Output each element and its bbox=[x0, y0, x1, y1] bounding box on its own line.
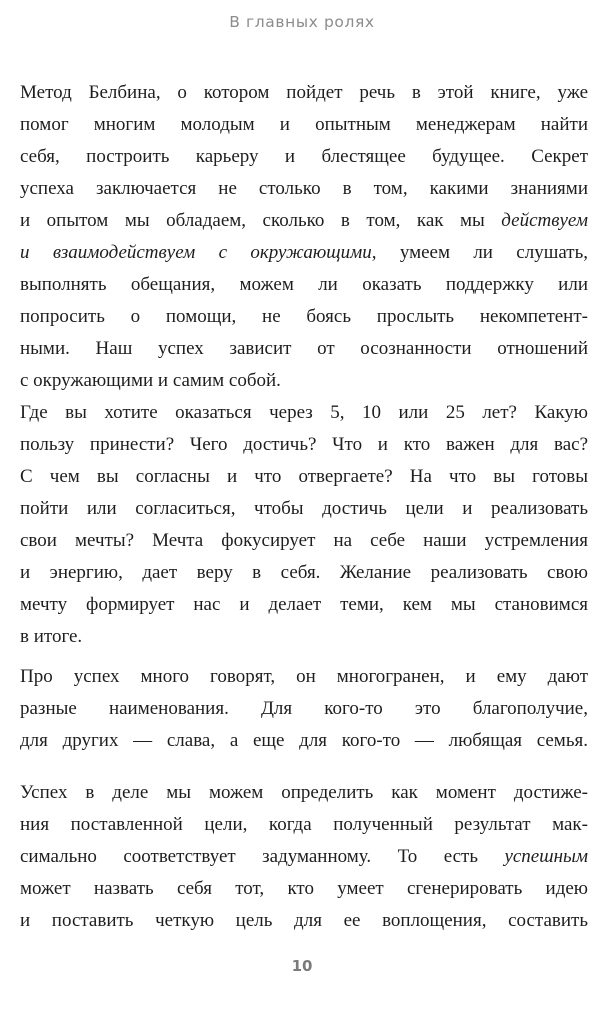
page-number: 10 bbox=[291, 957, 313, 975]
text-line: пойти или согласиться, чтобы достичь цели и реализовать bbox=[20, 498, 588, 519]
text-line: может назвать себя тот, кто умеет сгенерировать идею bbox=[20, 878, 588, 899]
text-line: себя, построить карьеру и блестящее будущее. Секрет bbox=[20, 146, 588, 167]
text-line: попросить о помощи, не боясь прослыть некомпетент- bbox=[20, 306, 588, 327]
text-line: в итоге. bbox=[20, 626, 83, 647]
text-line: ными. Наш успех зависит от осознанности отношений bbox=[20, 338, 588, 359]
emphasis-text: успешным bbox=[504, 846, 588, 867]
text-line: Успех в деле мы можем определить как момент достиже- bbox=[20, 782, 588, 803]
text-line: Про успех много говорят, он многогранен, и ему дают bbox=[20, 666, 588, 687]
emphasis-text: действуем bbox=[501, 210, 588, 231]
emphasis-text: и взаимодействуем с окружающими bbox=[20, 242, 372, 263]
text-line bbox=[20, 205, 588, 237]
text-line: мечту формирует нас и делает теми, кем мы становимся bbox=[20, 594, 588, 615]
text-line: для других — слава, а еще для кого-то — любящая семья. bbox=[20, 730, 588, 751]
paragraph-1 bbox=[20, 77, 588, 397]
text-line: помог многим молодым и опытным менеджерам найти bbox=[20, 114, 588, 135]
running-title: В главных ролях bbox=[229, 13, 375, 31]
paragraph-4 bbox=[20, 777, 588, 937]
text-line: свои мечты? Мечта фокусирует на себе наши устремления bbox=[20, 530, 588, 551]
text-line: разные наименования. Для кого-то это благополучие, bbox=[20, 698, 588, 719]
text-line bbox=[20, 237, 588, 269]
text-line: Метод Белбина, о котором пойдет речь в этой книге, уже bbox=[20, 82, 588, 103]
text-line: Где вы хотите оказаться через 5, 10 или 25 лет? Какую bbox=[20, 402, 588, 423]
text-run: симально соответствует задуманному. То есть bbox=[20, 846, 505, 867]
text-line: успеха заключается не столько в том, какими знаниями bbox=[20, 178, 588, 199]
text-run: , умеем ли слушать, bbox=[371, 242, 588, 263]
text-line: ния поставленной цели, когда полученный результат мак- bbox=[20, 814, 588, 835]
paragraph-3 bbox=[20, 661, 588, 757]
text-line bbox=[20, 841, 588, 873]
text-line: С чем вы согласны и что отвергаете? На что вы готовы bbox=[20, 466, 588, 487]
text-line: выполнять обещания, можем ли оказать поддержку или bbox=[20, 274, 588, 295]
text-line: и энергию, дает веру в себя. Желание реализовать свою bbox=[20, 562, 588, 583]
text-run: и опытом мы обладаем, сколько в том, как мы bbox=[20, 210, 502, 231]
paragraph-2 bbox=[20, 397, 588, 653]
text-line: пользу принести? Чего достичь? Что и кто важен для вас? bbox=[20, 434, 588, 455]
text-line: и поставить четкую цель для ее воплощения, составить bbox=[20, 910, 588, 931]
text-line: с окружающими и самим собой. bbox=[20, 370, 281, 391]
